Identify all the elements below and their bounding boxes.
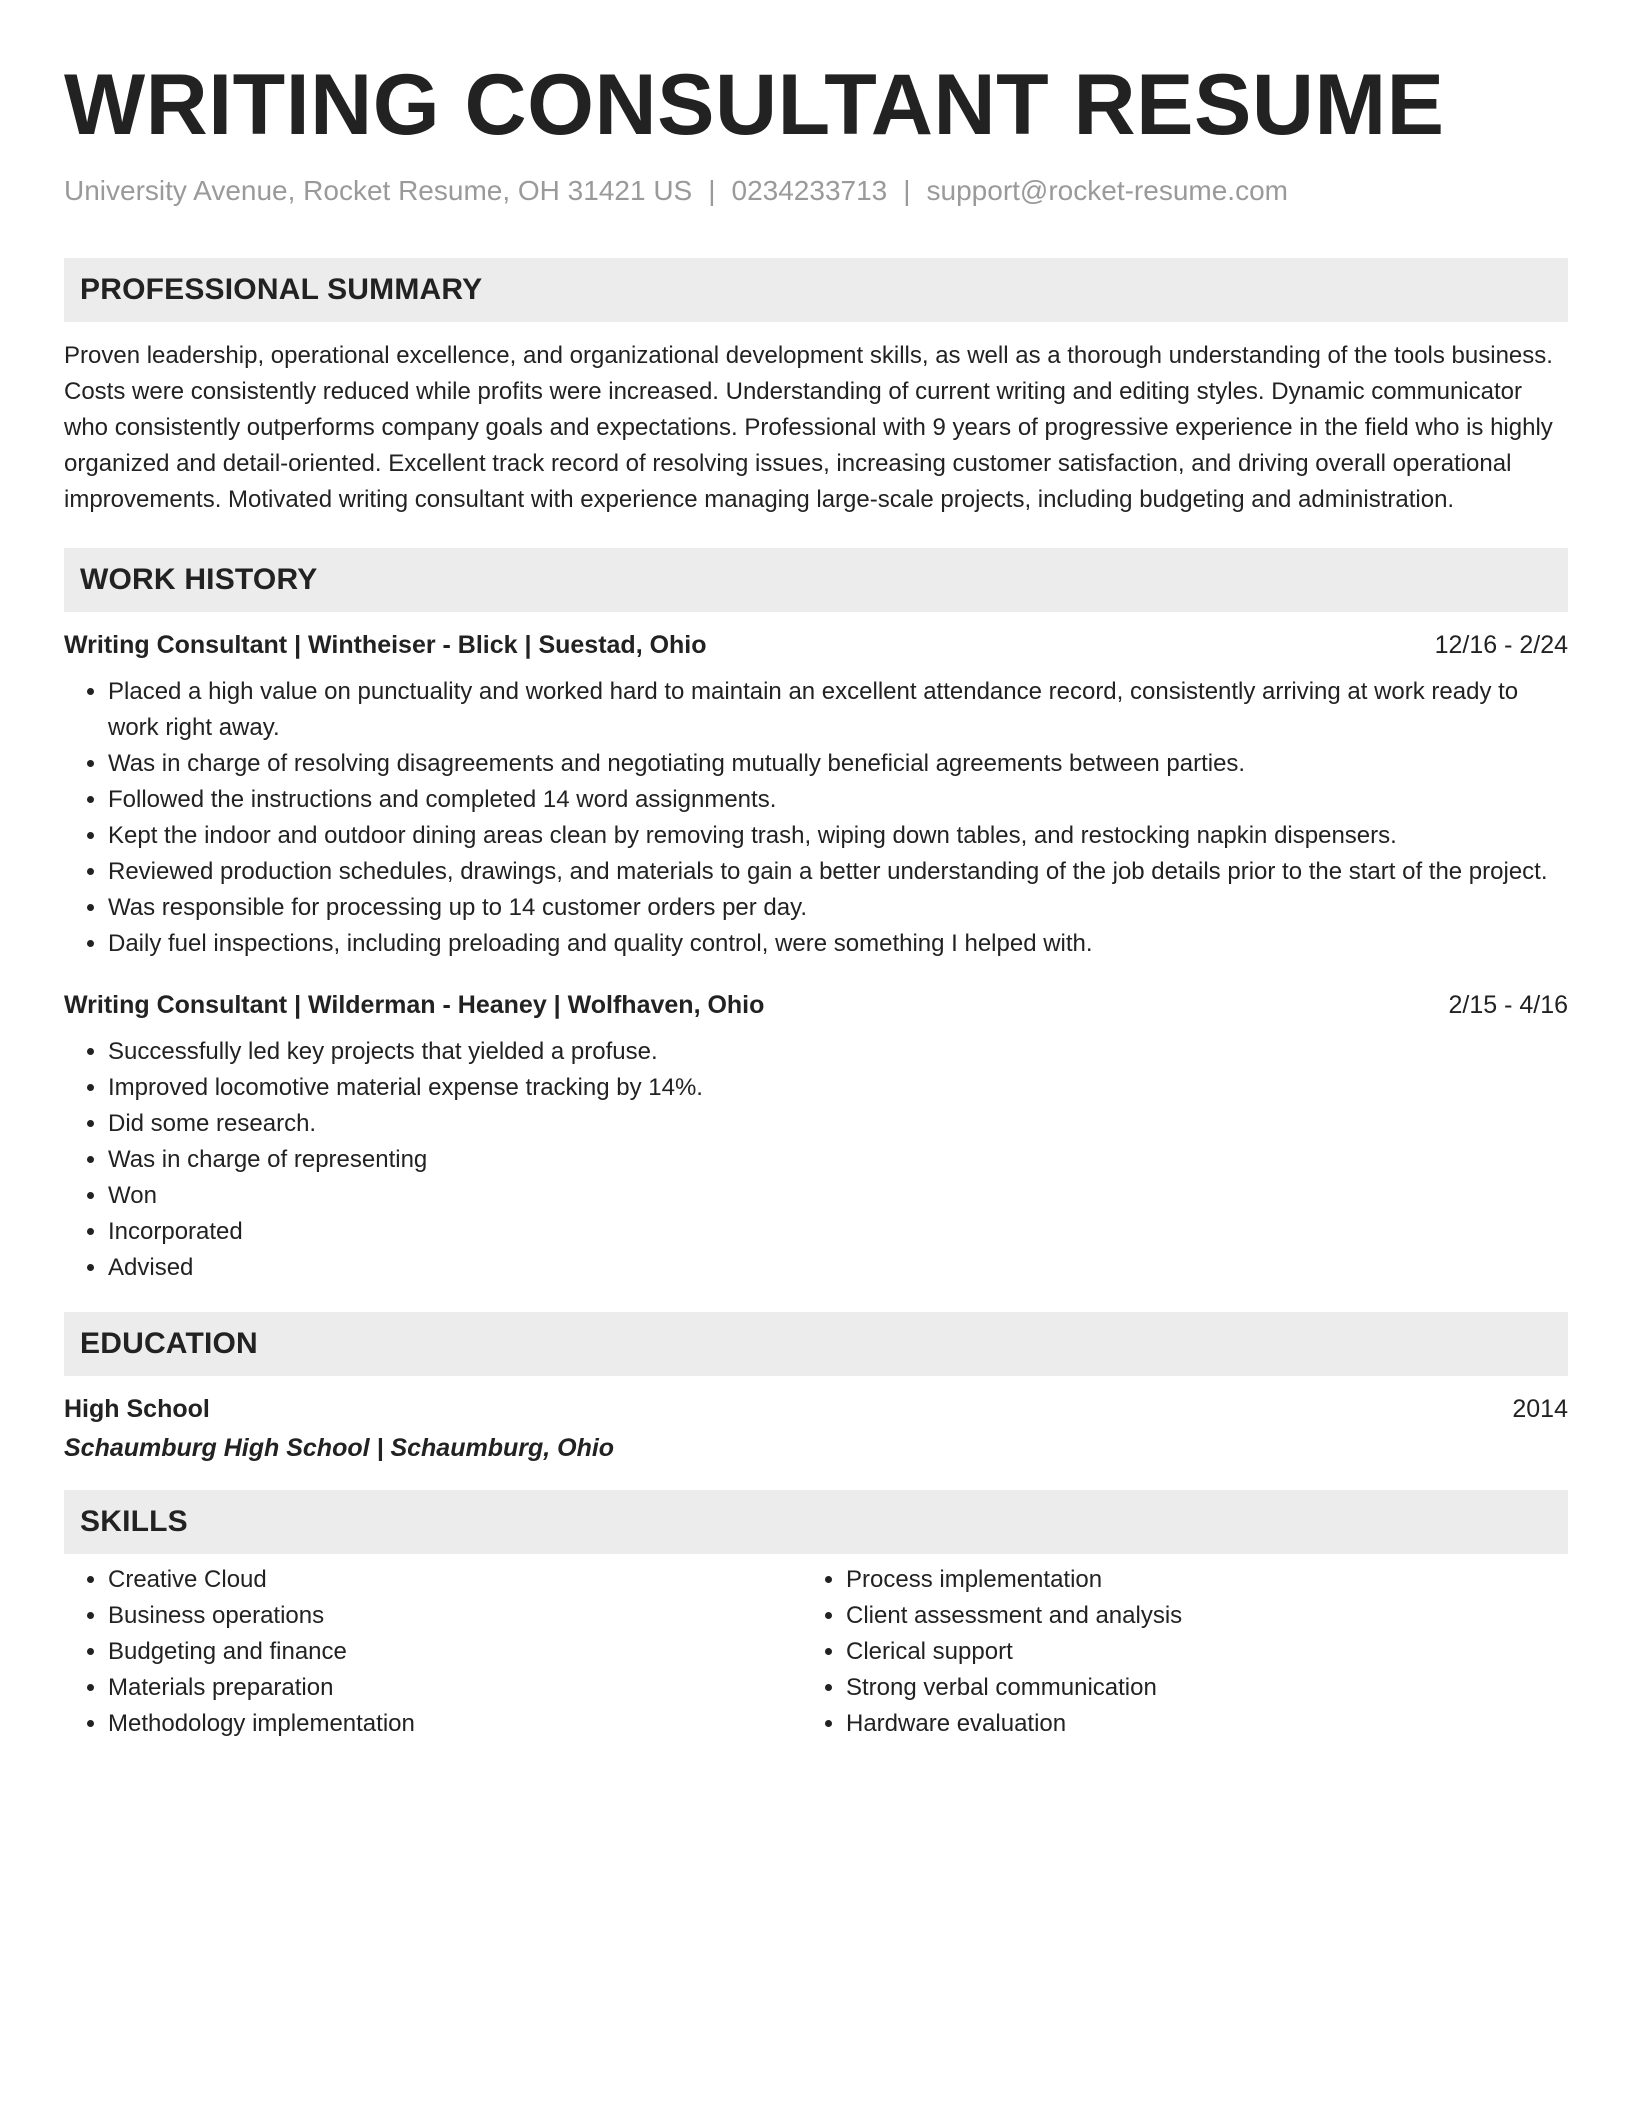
resume-title: WRITING CONSULTANT RESUME	[64, 57, 1445, 153]
job-title: Writing Consultant | Wintheiser - Blick | Suestad, Ohio	[64, 630, 707, 659]
skills-column-left	[64, 1562, 802, 1742]
skill-item: • Clerical support	[846, 1634, 1540, 1670]
job-entry	[64, 988, 1568, 1286]
job-bullet: • Followed the instructions and completed 14 word assignments.	[108, 782, 1568, 818]
skill-item: • Methodology implementation	[108, 1706, 802, 1742]
job-bullet: • Daily fuel inspections, including preloading and quality control, were something I helped with.	[108, 926, 1568, 962]
contact-line	[64, 174, 1568, 208]
skill-item: • Client assessment and analysis	[846, 1598, 1540, 1634]
skill-item: • Creative Cloud	[108, 1562, 802, 1598]
skill-item: • Budgeting and finance	[108, 1634, 802, 1670]
skills-list	[64, 1562, 802, 1742]
job-bullet: • Was in charge of resolving disagreements and negotiating mutually beneficial agreements between parties.	[108, 746, 1568, 782]
skill-item: • Strong verbal communication	[846, 1670, 1540, 1706]
skills-grid	[64, 1562, 1568, 1742]
education-entry	[64, 1392, 1568, 1466]
summary-section	[64, 258, 1568, 518]
skill-item: • Business operations	[108, 1598, 802, 1634]
contact-email: support@rocket-resume.com	[926, 175, 1288, 206]
skill-item: • Process implementation	[846, 1562, 1540, 1598]
job-bullet: • Advised	[108, 1250, 1568, 1286]
job-bullet: • Did some research.	[108, 1106, 1568, 1142]
job-header	[64, 988, 1568, 1022]
skills-column-right	[802, 1562, 1540, 1742]
summary-text: Proven leadership, operational excellence, and organizational development skills, as well as a thorough understanding of the tools business. Costs were consistently reduced while profits were increased. Understanding of current writing and editing styles. Dynamic communicator who consistently outperforms company goals and expectations. Professional with 9 years of progressive experience in the field who is highly organized and detail-oriented. Excellent track record of resolving issues, increasing customer satisfaction, and driving overall operational improvements. Motivated writing consultant with experience managing large-scale projects, including budgeting and administration.	[64, 341, 1553, 513]
job-dates: 12/16 - 2/24	[1434, 630, 1568, 659]
contact-address: University Avenue, Rocket Resume, OH 31421 US	[64, 175, 693, 206]
job-bullets	[64, 674, 1568, 962]
skill-item: • Hardware evaluation	[846, 1706, 1540, 1742]
contact-separator: |	[708, 175, 716, 206]
skills-heading: SKILLS	[64, 1490, 1568, 1554]
job-bullet: • Placed a high value on punctuality and worked hard to maintain an excellent attendance record, consistently arriving at work ready to work right away.	[108, 674, 1568, 746]
education-degree: High School	[64, 1394, 210, 1423]
job-entry	[64, 628, 1568, 962]
job-bullet: • Was responsible for processing up to 14 customer orders per day.	[108, 890, 1568, 926]
skill-item: • Materials preparation	[108, 1670, 802, 1706]
skills-list	[802, 1562, 1540, 1742]
education-section	[64, 1312, 1568, 1466]
job-bullet: • Incorporated	[108, 1214, 1568, 1250]
job-header	[64, 628, 1568, 662]
job-bullet: • Kept the indoor and outdoor dining areas clean by removing trash, wiping down tables, and restocking napkin dispensers.	[108, 818, 1568, 854]
work-heading: WORK HISTORY	[64, 548, 1568, 612]
job-bullet: • Successfully led key projects that yielded a profuse.	[108, 1034, 1568, 1070]
job-bullets	[64, 1034, 1568, 1286]
job-bullet: • Was in charge of representing	[108, 1142, 1568, 1178]
summary-heading: PROFESSIONAL SUMMARY	[64, 258, 1568, 322]
education-year: 2014	[1512, 1394, 1568, 1423]
skills-section	[64, 1490, 1568, 1742]
education-school: Schaumburg High School | Schaumburg, Ohio	[64, 1433, 615, 1462]
job-bullet: • Won	[108, 1178, 1568, 1214]
job-dates: 2/15 - 4/16	[1448, 990, 1568, 1019]
job-title: Writing Consultant | Wilderman - Heaney | Wolfhaven, Ohio	[64, 990, 765, 1019]
work-section	[64, 548, 1568, 1286]
education-header	[64, 1392, 1568, 1426]
contact-separator: |	[903, 175, 911, 206]
job-bullet: • Improved locomotive material expense tracking by 14%.	[108, 1070, 1568, 1106]
contact-phone: 0234233713	[731, 175, 888, 206]
education-heading: EDUCATION	[64, 1312, 1568, 1376]
job-bullet: • Reviewed production schedules, drawings, and materials to gain a better understanding of the job details prior to the start of the project.	[108, 854, 1568, 890]
